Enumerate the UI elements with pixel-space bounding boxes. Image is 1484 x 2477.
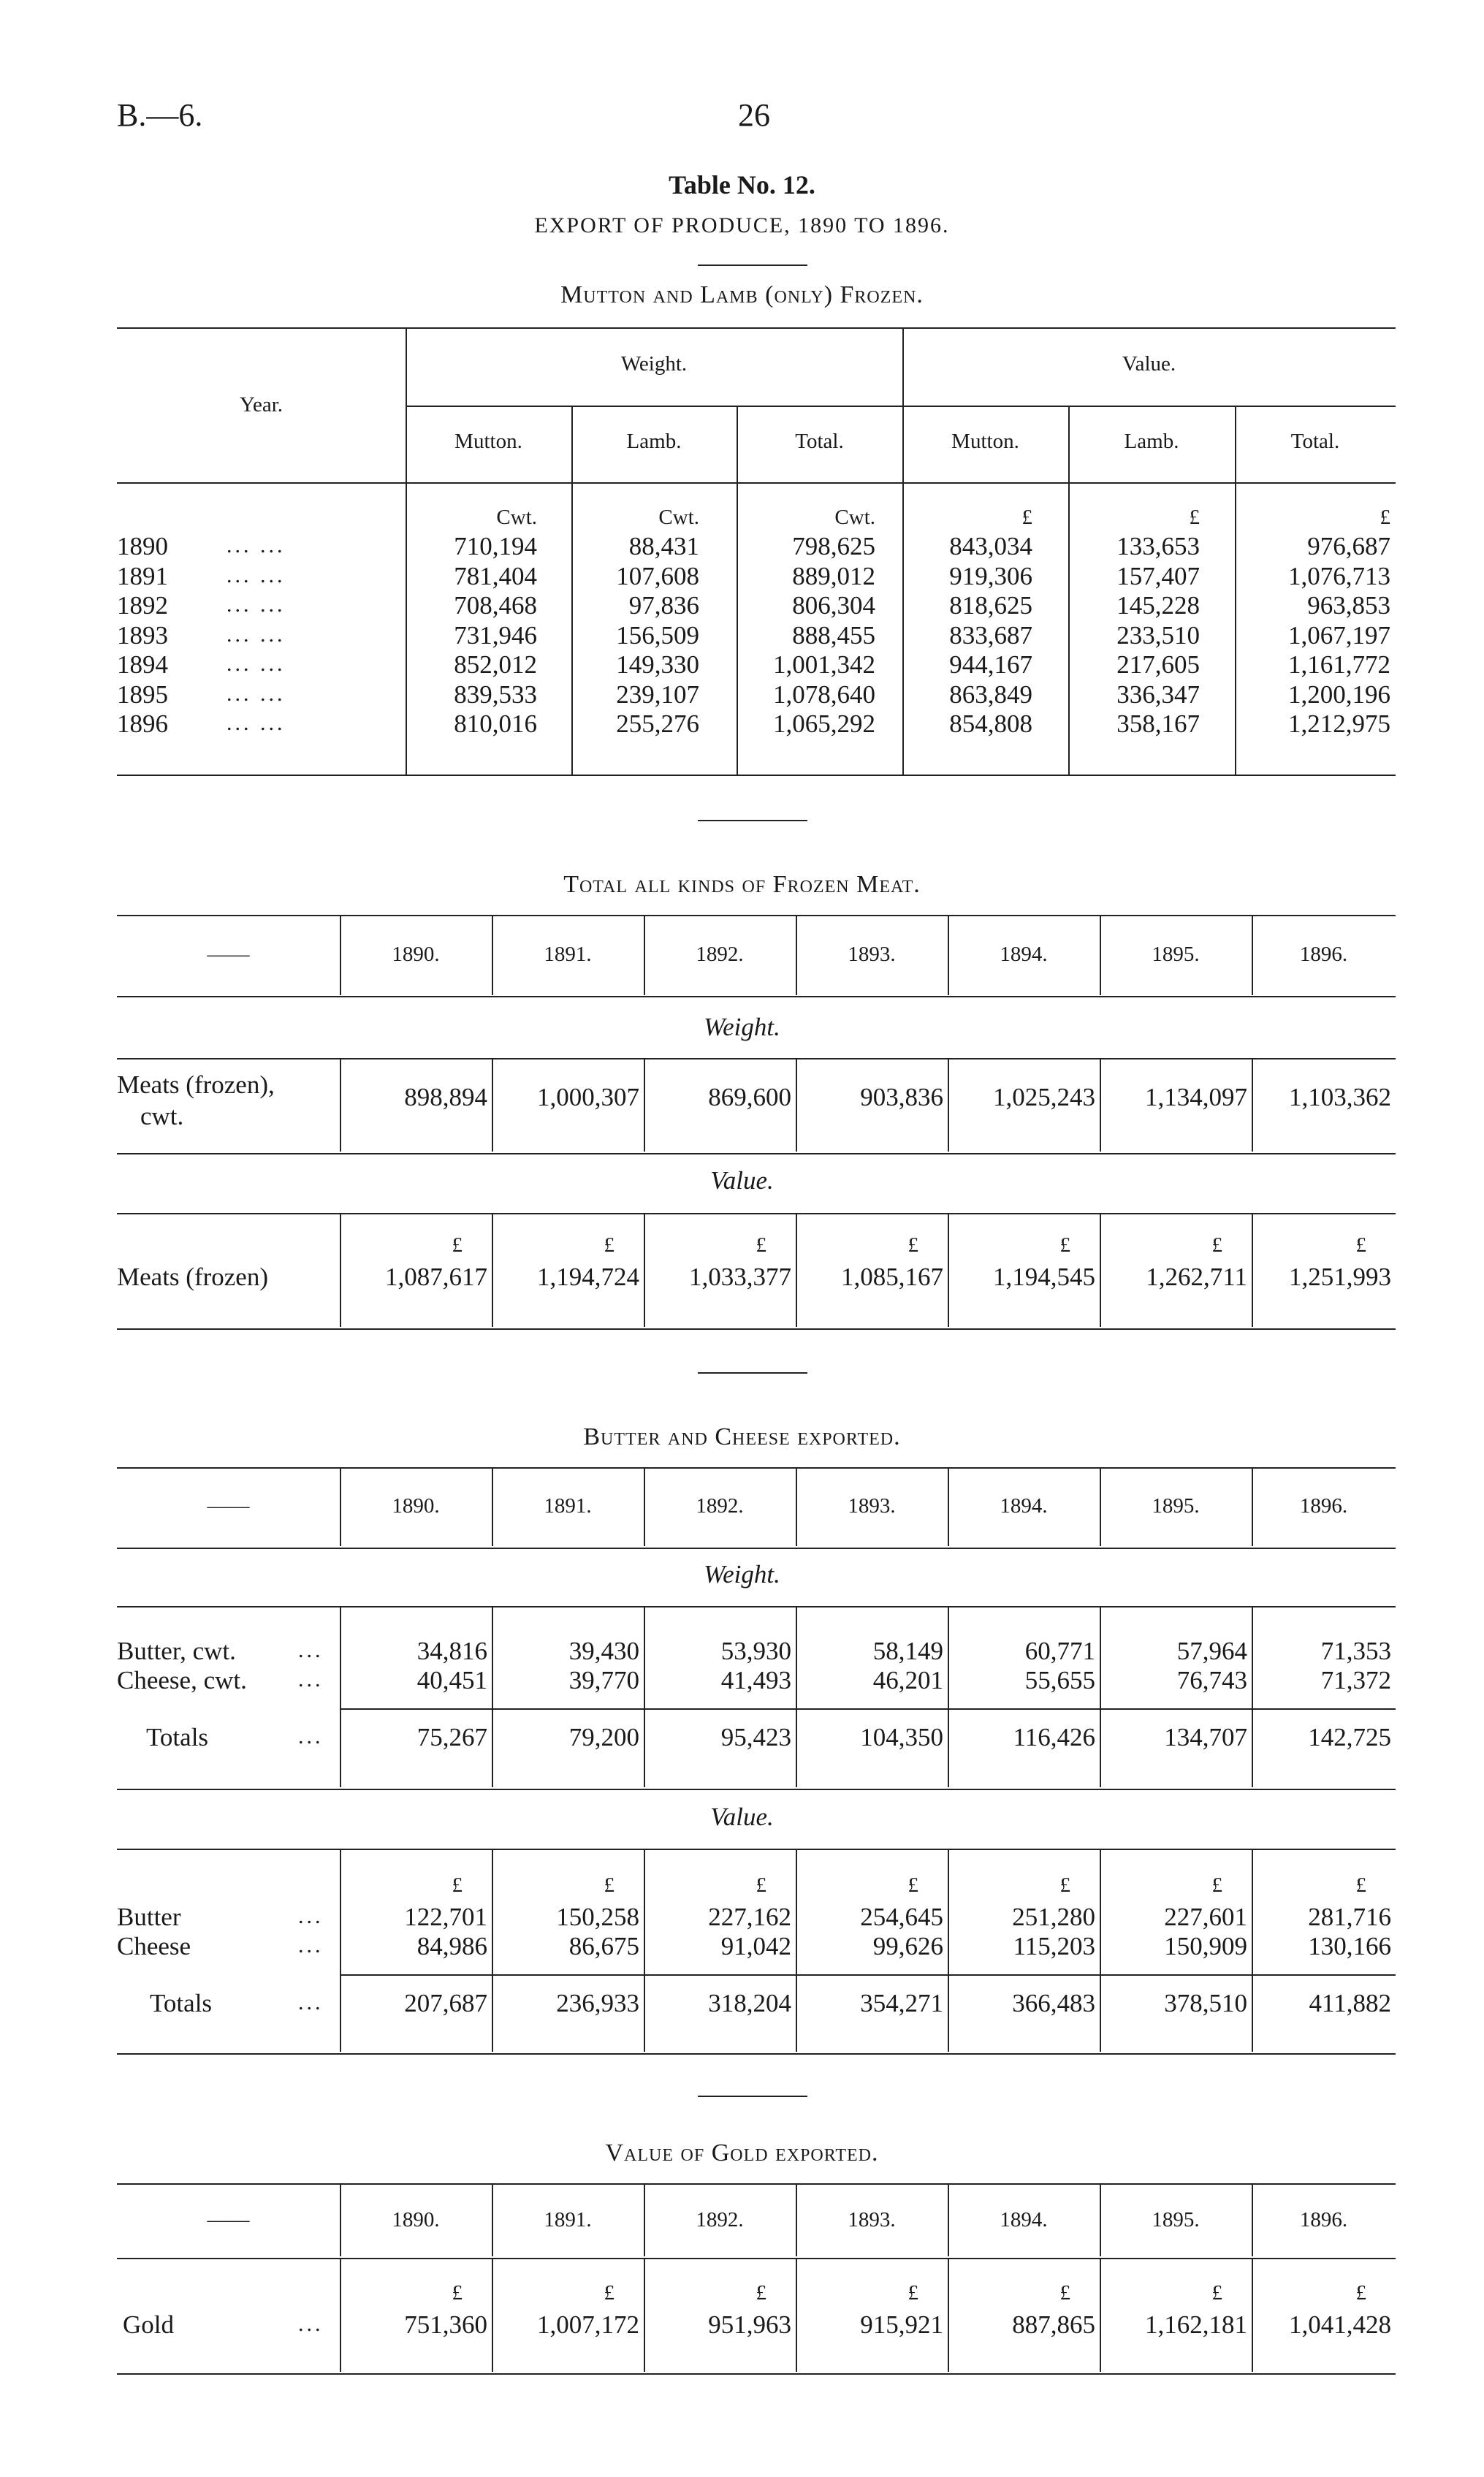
table-cell: 951,963 (708, 2310, 791, 2339)
year-header: 1894. (1000, 943, 1048, 966)
currency-label: £ (1059, 1873, 1070, 1897)
table-cell: 915,921 (860, 2310, 943, 2339)
table-cell: 58,149 (872, 1637, 943, 1665)
blank-header: —— (207, 2208, 250, 2231)
table-cell: 130,166 (1308, 1932, 1391, 1960)
table-cell: 251,280 (1012, 1903, 1095, 1931)
table-cell: 1,033,377 (689, 1263, 791, 1291)
table-cell: 115,203 (1013, 1932, 1095, 1960)
column-rule (492, 1469, 493, 1546)
table-cell: 1,000,307 (537, 1083, 639, 1111)
table-cell: 46,201 (872, 1666, 943, 1694)
year-header: 1892. (696, 943, 744, 966)
table-cell: 1,212,975 (1288, 709, 1390, 738)
table-cell: 903,836 (860, 1083, 943, 1111)
currency-label: £ (1211, 2281, 1222, 2305)
year-header: 1891. (544, 1494, 592, 1518)
col-mutton-value: Mutton. (951, 430, 1019, 453)
column-rule (1100, 2185, 1101, 2256)
butter-cwt-label: Butter, cwt. (117, 1637, 236, 1665)
table-cell: 888,455 (792, 620, 875, 650)
table-subtitle: EXPORT OF PRODUCE, 1890 TO 1896. (534, 213, 950, 237)
leader-dots: ... (298, 1904, 324, 1928)
column-rule (948, 1607, 949, 1787)
column-rule (796, 916, 797, 995)
cheese-label: Cheese (117, 1932, 191, 1960)
unit-label: Cwt. (834, 506, 875, 529)
year-header: 1895. (1152, 943, 1200, 966)
leader-dots: ... ... (227, 681, 286, 706)
column-rule (492, 2185, 493, 2256)
year-header: 1896. (1299, 2208, 1348, 2231)
year-header: 1890. (392, 943, 440, 966)
unit-label: £ (1021, 506, 1032, 529)
table-cell: 818,625 (949, 591, 1032, 620)
column-rule (796, 1469, 797, 1546)
table-cell: 142,725 (1308, 1723, 1391, 1751)
year-header: 1894. (1000, 2208, 1048, 2231)
table-cell: 731,946 (454, 620, 537, 650)
col-mutton-weight: Mutton. (454, 430, 522, 453)
table-cell: 1,103,362 (1289, 1083, 1391, 1111)
table-cell: 97,836 (628, 591, 699, 620)
column-rule (948, 2185, 949, 2256)
table-cell: 34,816 (416, 1637, 487, 1665)
currency-label: £ (756, 1233, 766, 1257)
currency-label: £ (1059, 1233, 1070, 1257)
leader-dots: ... ... (227, 533, 286, 558)
table-title: Table No. 12. (669, 170, 815, 199)
table-cell: 133,653 (1116, 532, 1200, 560)
column-rule (1100, 1850, 1101, 2052)
column-rule (1252, 2185, 1253, 2256)
table-cell: 57,964 (1176, 1637, 1247, 1665)
table-cell: 1,087,617 (385, 1263, 487, 1291)
year-header: 1890. (392, 2208, 440, 2231)
table-cell: 852,012 (454, 650, 537, 679)
table-cell: 810,016 (454, 709, 537, 738)
table-cell: 919,306 (949, 561, 1032, 590)
divider (698, 820, 807, 821)
table-rule (117, 915, 1396, 916)
leader-dots: ... ... (227, 593, 286, 617)
table-cell: 157,407 (1116, 561, 1200, 590)
currency-label: £ (604, 2281, 614, 2305)
table-cell: 1,194,545 (993, 1263, 1095, 1291)
year-header: 1896. (1299, 1494, 1348, 1518)
table-cell: 806,304 (792, 591, 875, 620)
column-rule (948, 2259, 949, 2372)
table-cell: 145,228 (1116, 591, 1200, 620)
leader-dots: ... (298, 2312, 324, 2336)
table-cell: 207,687 (404, 1989, 487, 2017)
table-cell: 963,853 (1307, 591, 1390, 620)
table-cell: 1,161,772 (1288, 650, 1390, 679)
table-rule (117, 1213, 1396, 1214)
meats-weight-label-1: Meats (frozen), (117, 1070, 275, 1099)
table-cell: 122,701 (404, 1903, 487, 1931)
table-cell: 84,986 (416, 1932, 487, 1960)
column-rule (1252, 1469, 1253, 1546)
table-cell: 1,162,181 (1145, 2310, 1247, 2339)
column-rule (948, 1850, 949, 2052)
column-rule (1252, 1059, 1253, 1152)
table-cell: 1,134,097 (1145, 1083, 1247, 1111)
table-cell: 149,330 (616, 650, 699, 679)
currency-label: £ (452, 1873, 463, 1897)
column-rule (1100, 916, 1101, 995)
column-rule (948, 1469, 949, 1546)
table-cell: 55,655 (1024, 1666, 1095, 1694)
column-rule (340, 916, 341, 995)
column-rule (340, 1469, 341, 1546)
year-header: Year. (239, 393, 284, 416)
mutton-section-title: Mutton and Lamb (only) Frozen. (560, 281, 924, 308)
table-rule (117, 2373, 1396, 2375)
table-cell: 854,808 (949, 709, 1032, 738)
column-rule (492, 1850, 493, 2052)
column-rule (340, 1850, 341, 2052)
col-total-weight: Total. (795, 430, 844, 453)
year-cell: 1893 (117, 620, 168, 650)
leader-dots: ... ... (227, 711, 286, 735)
cheese-cwt-label: Cheese, cwt. (117, 1666, 247, 1694)
leader-dots: ... (298, 1724, 324, 1749)
table-cell: 233,510 (1116, 620, 1200, 650)
unit-label: Cwt. (496, 506, 537, 529)
meats-weight-label-2: cwt. (140, 1102, 184, 1130)
year-cell: 1894 (117, 650, 168, 679)
column-rule (796, 2185, 797, 2256)
column-rule (340, 2185, 341, 2256)
unit-label: £ (1189, 506, 1200, 529)
leader-dots: ... (298, 1667, 324, 1692)
totals-label: Totals (150, 1989, 213, 2017)
column-rule (796, 2259, 797, 2372)
currency-label: £ (1355, 1233, 1366, 1257)
year-header: 1890. (392, 1494, 440, 1518)
year-header: 1894. (1000, 1494, 1048, 1518)
table-cell: 378,510 (1164, 1989, 1247, 2017)
table-cell: 71,372 (1320, 1666, 1391, 1694)
table-cell: 99,626 (872, 1932, 943, 1960)
column-rule (796, 1059, 797, 1152)
unit-label: Cwt. (658, 506, 699, 529)
currency-label: £ (907, 1873, 918, 1897)
currency-label: £ (452, 1233, 463, 1257)
value-subheading: Value. (710, 1803, 774, 1831)
table-cell: 889,012 (792, 561, 875, 590)
table-cell: 751,360 (404, 2310, 487, 2339)
table-cell: 281,716 (1308, 1903, 1391, 1931)
divider (698, 265, 807, 266)
weight-subheading: Weight. (704, 1560, 780, 1588)
column-rule (644, 1214, 645, 1327)
table-cell: 41,493 (720, 1666, 791, 1694)
currency-label: £ (1211, 1233, 1222, 1257)
table-cell: 1,200,196 (1288, 680, 1390, 709)
page-number: 26 (738, 97, 770, 133)
table-cell: 366,483 (1012, 1989, 1095, 2017)
year-header: 1893. (848, 943, 896, 966)
year-cell: 1896 (117, 709, 168, 738)
table-cell: 79,200 (568, 1723, 639, 1751)
table-rule (117, 2053, 1396, 2055)
column-rule (644, 1850, 645, 2052)
table-rule (117, 996, 1396, 997)
table-cell: 1,076,713 (1288, 561, 1390, 590)
table-cell: 976,687 (1307, 532, 1390, 560)
leader-dots: ... (298, 1933, 324, 1957)
table-cell: 354,271 (860, 1989, 943, 2017)
column-rule (492, 916, 493, 995)
table-rule (117, 327, 1396, 329)
column-rule (1100, 1214, 1101, 1327)
column-rule (340, 1607, 341, 1787)
unit-label: £ (1380, 506, 1390, 529)
column-rule (1100, 1059, 1101, 1152)
currency-label: £ (1355, 2281, 1366, 2305)
table-cell: 76,743 (1176, 1666, 1247, 1694)
table-cell: 1,041,428 (1289, 2310, 1391, 2339)
leader-dots: ... (298, 1990, 324, 2014)
column-rule (1100, 1607, 1101, 1787)
leader-dots: ... ... (227, 622, 286, 647)
table-cell: 60,771 (1024, 1637, 1095, 1665)
year-header: 1896. (1299, 943, 1348, 966)
table-cell: 833,687 (949, 620, 1032, 650)
table-cell: 150,258 (556, 1903, 639, 1931)
column-rule (492, 2259, 493, 2372)
table-rule (117, 482, 1396, 484)
table-rule (340, 1974, 1396, 1976)
column-rule (340, 1059, 341, 1152)
table-cell: 227,162 (708, 1903, 791, 1931)
table-rule (340, 1708, 1396, 1710)
table-cell: 708,468 (454, 591, 537, 620)
year-header: 1891. (544, 943, 592, 966)
table-cell: 1,001,342 (773, 650, 875, 679)
table-cell: 843,034 (949, 532, 1032, 560)
column-rule (796, 1214, 797, 1327)
butter-section-title: Butter and Cheese exported. (583, 1423, 901, 1450)
column-rule (492, 1214, 493, 1327)
currency-label: £ (1211, 1873, 1222, 1897)
column-rule (1100, 1469, 1101, 1546)
table-cell: 1,065,292 (773, 709, 875, 738)
column-rule (1252, 2259, 1253, 2372)
column-rule (340, 2259, 341, 2372)
column-rule (948, 916, 949, 995)
value-subheading: Value. (710, 1166, 774, 1195)
table-cell: 116,426 (1013, 1723, 1095, 1751)
table-cell: 781,404 (454, 561, 537, 590)
table-rule (117, 2183, 1396, 2185)
leader-dots: ... ... (227, 652, 286, 676)
table-cell: 104,350 (860, 1723, 943, 1751)
table-cell: 53,930 (720, 1637, 791, 1665)
weight-header: Weight. (620, 352, 688, 376)
currency-label: £ (756, 2281, 766, 2305)
table-cell: 411,882 (1309, 1989, 1391, 2017)
table-cell: 71,353 (1320, 1637, 1391, 1665)
table-cell: 88,431 (628, 532, 699, 560)
table-cell: 839,533 (454, 680, 537, 709)
blank-header: —— (207, 1494, 250, 1518)
table-rule (406, 406, 1396, 407)
year-cell: 1891 (117, 561, 168, 590)
table-cell: 1,085,167 (841, 1263, 943, 1291)
table-cell: 150,909 (1164, 1932, 1247, 1960)
column-rule (492, 1059, 493, 1152)
table-cell: 95,423 (720, 1723, 791, 1751)
table-cell: 1,025,243 (993, 1083, 1095, 1111)
gold-section-title: Value of Gold exported. (605, 2139, 879, 2166)
column-rule (1100, 2259, 1101, 2372)
table-cell: 39,430 (568, 1637, 639, 1665)
currency-label: £ (907, 2281, 918, 2305)
table-cell: 86,675 (568, 1932, 639, 1960)
column-rule (644, 2259, 645, 2372)
table-rule (117, 1467, 1396, 1469)
table-cell: 710,194 (454, 532, 537, 560)
column-rule (492, 1607, 493, 1787)
table-rule (117, 775, 1396, 776)
currency-label: £ (1059, 2281, 1070, 2305)
table-cell: 358,167 (1116, 709, 1200, 738)
col-lamb-value: Lamb. (1124, 430, 1179, 453)
report-reference: B.—6. (117, 97, 203, 133)
year-header: 1895. (1152, 2208, 1200, 2231)
column-rule (644, 2185, 645, 2256)
value-header: Value. (1122, 352, 1176, 376)
table-rule (117, 2258, 1396, 2259)
gold-label: Gold (123, 2310, 174, 2339)
table-cell: 336,347 (1116, 680, 1200, 709)
currency-label: £ (756, 1873, 766, 1897)
currency-label: £ (907, 1233, 918, 1257)
currency-label: £ (452, 2281, 463, 2305)
table-cell: 1,194,724 (537, 1263, 639, 1291)
table-cell: 898,894 (404, 1083, 487, 1111)
leader-dots: ... (298, 1638, 324, 1662)
weight-subheading: Weight. (704, 1013, 780, 1041)
table-cell: 1,067,197 (1288, 620, 1390, 650)
table-cell: 869,600 (708, 1083, 791, 1111)
column-rule (796, 1850, 797, 2052)
table-cell: 91,042 (720, 1932, 791, 1960)
table-cell: 254,645 (860, 1903, 943, 1931)
table-rule (117, 1058, 1396, 1059)
year-cell: 1890 (117, 532, 168, 560)
column-rule (948, 1214, 949, 1327)
table-cell: 75,267 (416, 1723, 487, 1751)
table-cell: 944,167 (949, 650, 1032, 679)
table-rule (117, 1849, 1396, 1850)
column-rule (796, 1607, 797, 1787)
column-rule (340, 1214, 341, 1327)
table-rule (117, 1153, 1396, 1154)
year-header: 1893. (848, 2208, 896, 2231)
year-header: 1893. (848, 1494, 896, 1518)
totals-label: Totals (146, 1723, 209, 1751)
meats-value-label: Meats (frozen) (117, 1263, 268, 1291)
column-rule (1252, 1214, 1253, 1327)
currency-label: £ (1355, 1873, 1366, 1897)
table-cell: 156,509 (616, 620, 699, 650)
column-rule (644, 916, 645, 995)
table-cell: 255,276 (616, 709, 699, 738)
column-rule (1252, 1607, 1253, 1787)
year-header: 1895. (1152, 1494, 1200, 1518)
column-rule (1252, 916, 1253, 995)
table-cell: 39,770 (568, 1666, 639, 1694)
table-rule (117, 1548, 1396, 1549)
year-cell: 1892 (117, 591, 168, 620)
col-lamb-weight: Lamb. (626, 430, 682, 453)
table-cell: 798,625 (792, 532, 875, 560)
table-cell: 40,451 (416, 1666, 487, 1694)
year-header: 1892. (696, 1494, 744, 1518)
table-rule (117, 1789, 1396, 1790)
table-cell: 318,204 (708, 1989, 791, 2017)
currency-label: £ (604, 1233, 614, 1257)
column-rule (644, 1607, 645, 1787)
frozen-section-title: Total all kinds of Frozen Meat. (563, 871, 921, 898)
table-cell: 239,107 (616, 680, 699, 709)
table-cell: 227,601 (1164, 1903, 1247, 1931)
table-rule (117, 1328, 1396, 1330)
table-cell: 217,605 (1116, 650, 1200, 679)
table-cell: 236,933 (556, 1989, 639, 2017)
table-cell: 1,078,640 (773, 680, 875, 709)
year-header: 1892. (696, 2208, 744, 2231)
table-cell: 863,849 (949, 680, 1032, 709)
currency-label: £ (604, 1873, 614, 1897)
column-rule (1252, 1850, 1253, 2052)
year-cell: 1895 (117, 680, 168, 709)
table-cell: 1,262,711 (1146, 1263, 1247, 1291)
blank-header: —— (207, 943, 250, 966)
table-cell: 1,251,993 (1289, 1263, 1391, 1291)
column-rule (948, 1059, 949, 1152)
column-rule (644, 1059, 645, 1152)
butter-label: Butter (117, 1903, 181, 1931)
col-total-value: Total. (1290, 430, 1340, 453)
table-cell: 1,007,172 (537, 2310, 639, 2339)
table-rule (117, 1606, 1396, 1607)
table-cell: 107,608 (616, 561, 699, 590)
column-rule (644, 1469, 645, 1546)
divider (698, 2096, 807, 2097)
table-cell: 887,865 (1012, 2310, 1095, 2339)
table-cell: 134,707 (1164, 1723, 1247, 1751)
leader-dots: ... ... (227, 563, 286, 587)
divider (698, 1372, 807, 1374)
year-header: 1891. (544, 2208, 592, 2231)
